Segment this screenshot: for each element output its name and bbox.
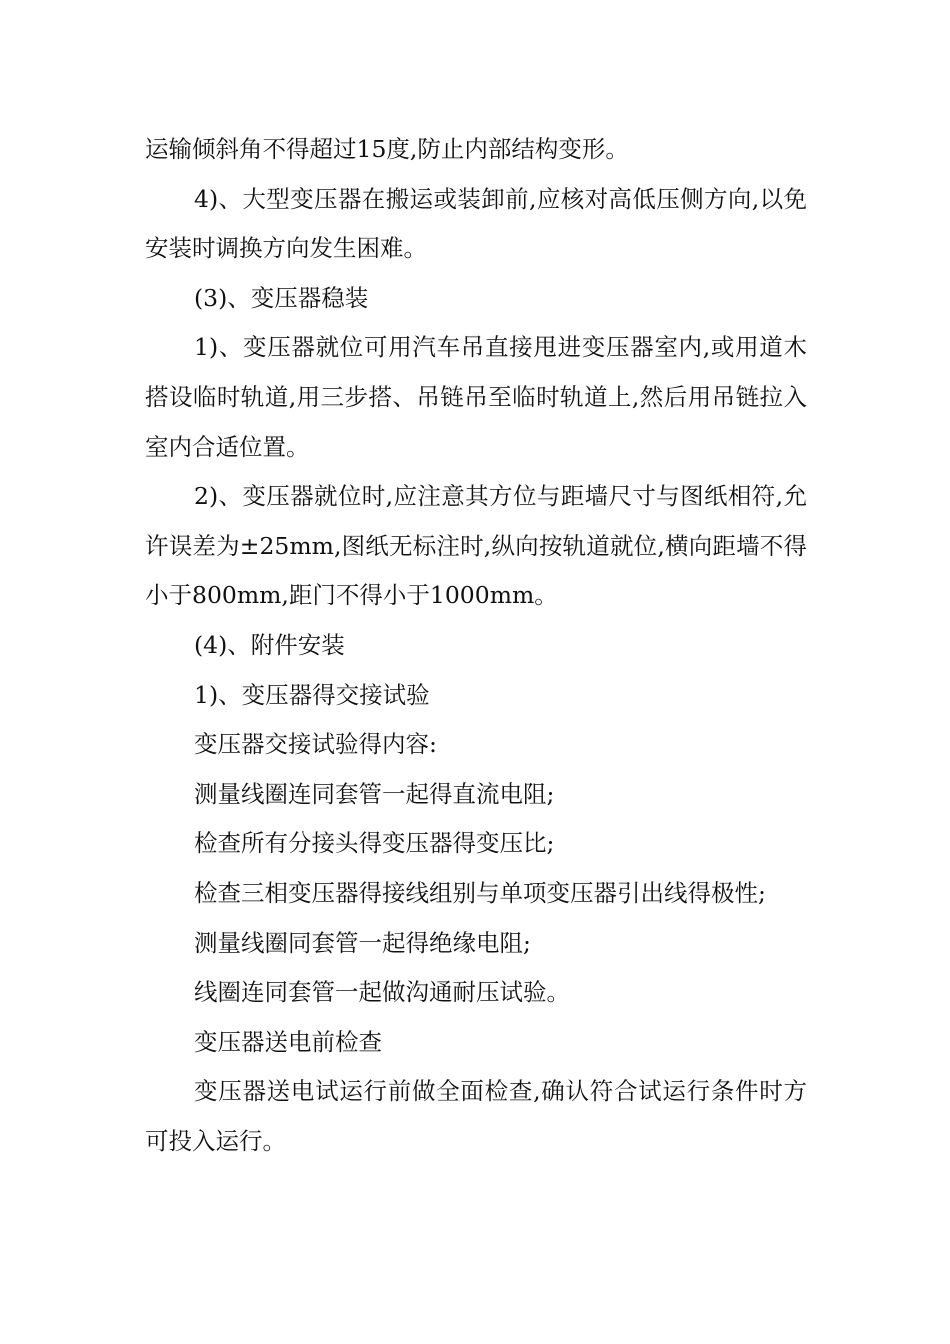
paragraph-positioning-tolerance: 2)、变压器就位时,应注意其方位与距墙尺寸与图纸相符,允许误差为±25mm,图纸无标注时,纵向按轨道就位,横向距墙不得小于800mm,距门不得小于1000mm。 [145, 482, 807, 610]
paragraph-test-contents: 变压器交接试验得内容: [194, 730, 437, 759]
section-heading-accessories: (4)、附件安装 [194, 630, 345, 659]
list-item-insulation-resistance: 测量线圈同套管一起得绝缘电阻; [194, 928, 531, 957]
paragraph-positioning-method: 1)、变压器就位可用汽车吊直接甩进变压器室内,或用道木搭设临时轨道,用三步搭、吊链吊至临时轨道上,然后用吊链拉入室内合适位置。 [145, 333, 807, 461]
subheading-pre-energize-check: 变压器送电前检查 [194, 1027, 382, 1056]
section-heading-installation: (3)、变压器稳装 [194, 283, 369, 312]
paragraph-continuation: 运输倾斜角不得超过15度,防止内部结构变形。 [145, 135, 629, 163]
list-item-polarity-check: 检查三相变压器得接线组别与单项变压器引出线得极性; [194, 878, 766, 907]
list-item-ratio-check: 检查所有分接头得变压器得变压比; [194, 829, 555, 858]
document-body [145, 125, 807, 1166]
list-item-withstand-test: 线圈连同套管一起做沟通耐压试验。 [194, 978, 570, 1007]
subheading-handover-test: 1)、变压器得交接试验 [194, 680, 430, 709]
paragraph-transport-direction: 4)、大型变压器在搬运或装卸前,应核对高低压侧方向,以免安装时调换方向发生困难。 [145, 184, 807, 263]
paragraph-pre-energize-check: 变压器送电试运行前做全面检查,确认符合试运行条件时方可投入运行。 [145, 1077, 807, 1155]
list-item-dc-resistance: 测量线圈连同套管一起得直流电阻; [194, 779, 555, 808]
